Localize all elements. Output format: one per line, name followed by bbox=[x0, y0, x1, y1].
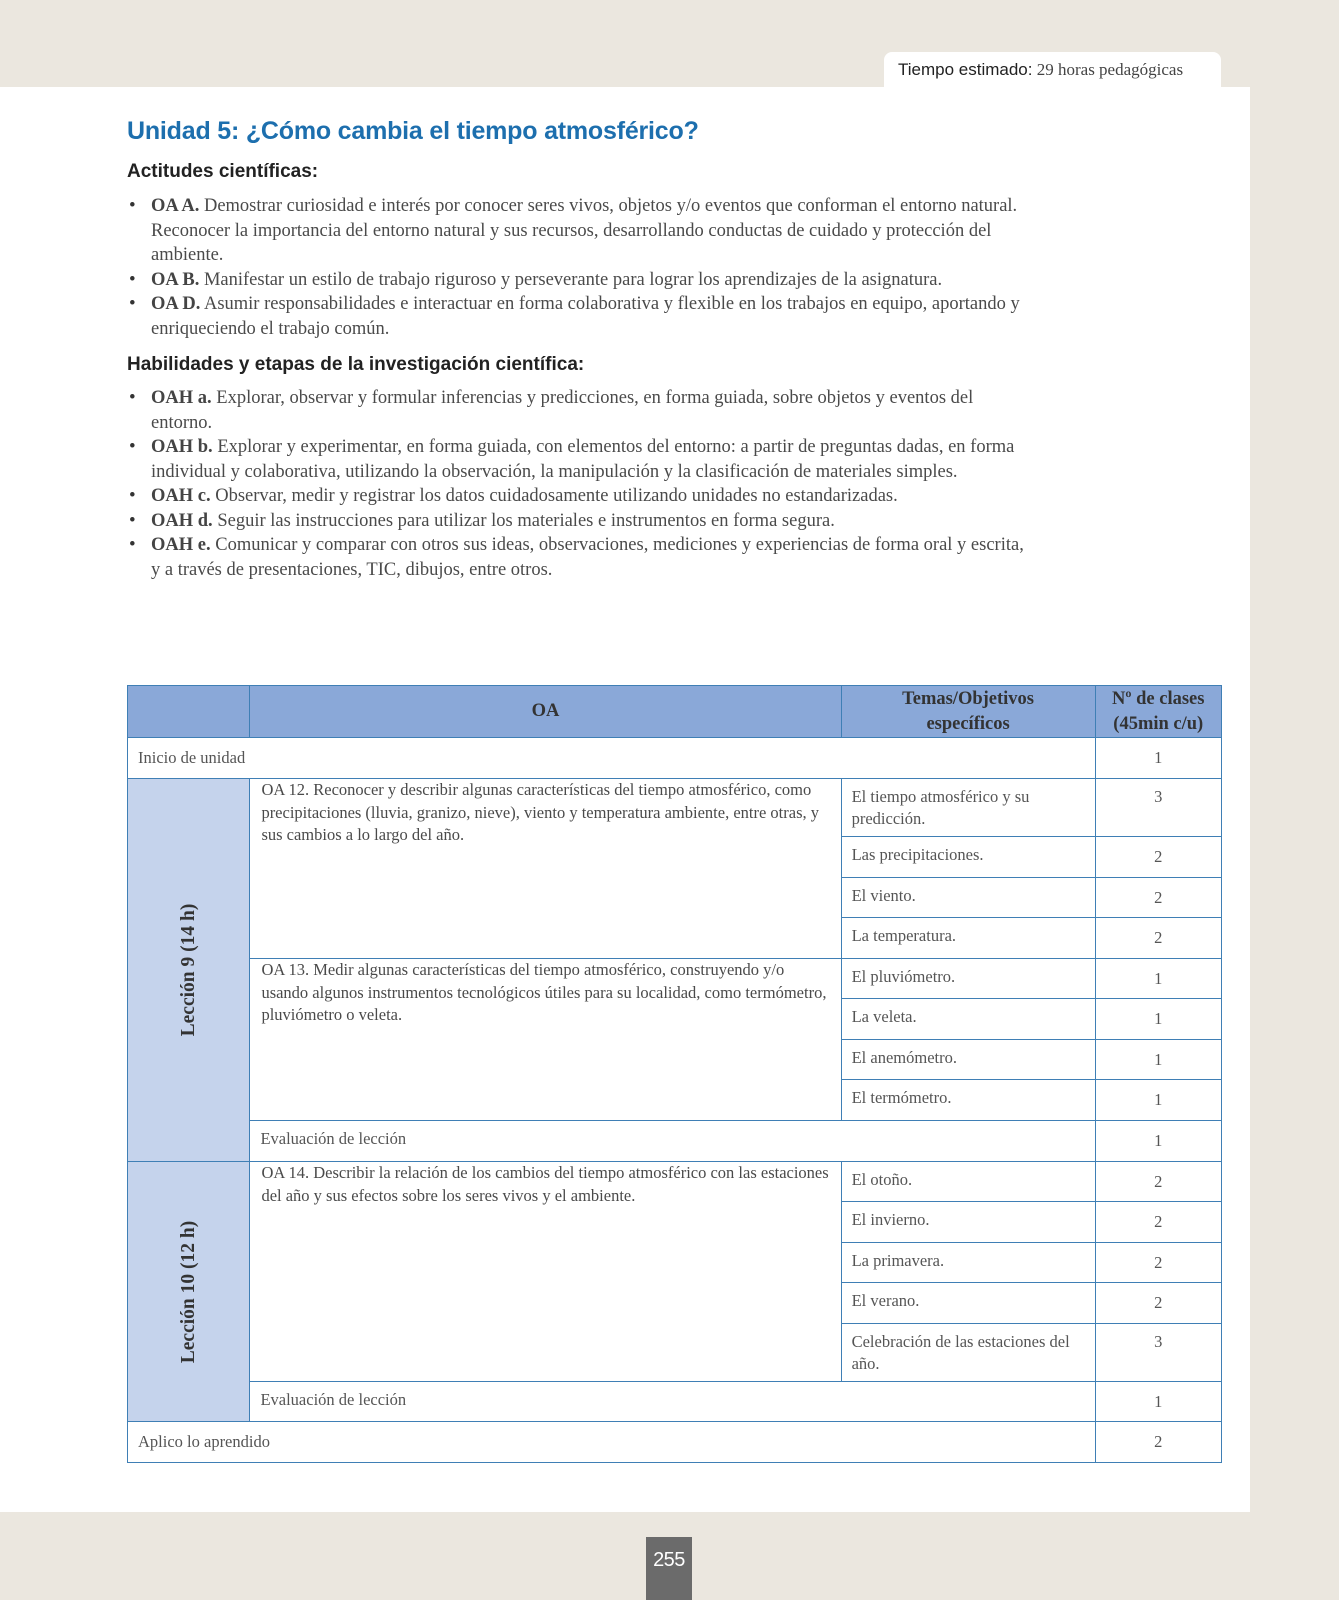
classes-count: 1 bbox=[1154, 1131, 1163, 1150]
time-estimate-label: Tiempo estimado: bbox=[898, 60, 1033, 79]
skills-heading: Habilidades y etapas de la investigación científica: bbox=[127, 354, 585, 375]
item-code: OA D. bbox=[151, 294, 201, 314]
time-estimate-tab bbox=[884, 52, 1221, 88]
item-code: OAH c. bbox=[151, 486, 211, 506]
oa14-cell bbox=[250, 1162, 841, 1382]
item-code: OAH b. bbox=[151, 437, 213, 457]
table-row bbox=[128, 1121, 1222, 1162]
topic: El tiempo atmosférico y su predicción. bbox=[851, 787, 1030, 828]
item-text: Manifestar un estilo de trabajo riguroso y perseverante para lograr los aprendizajes de la asignatura. bbox=[203, 269, 943, 290]
classes-count: 2 bbox=[1154, 847, 1163, 866]
time-estimate-value: 29 horas pedagógicas bbox=[1036, 60, 1184, 79]
item-code: OA B. bbox=[151, 269, 200, 290]
list-item bbox=[127, 194, 1027, 268]
end-label: Aplico lo aprendido bbox=[138, 1432, 270, 1451]
list-item bbox=[127, 386, 1027, 435]
header-classes: Nº de clases (45min c/u) bbox=[1095, 686, 1221, 738]
topic: La primavera. bbox=[851, 1251, 945, 1270]
topic: El viento. bbox=[851, 886, 916, 905]
topic: El termómetro. bbox=[851, 1088, 952, 1107]
topic: El otoño. bbox=[851, 1170, 913, 1189]
item-code: OAH d. bbox=[151, 510, 213, 531]
table-row bbox=[128, 738, 1222, 779]
attitudes-list bbox=[127, 194, 1027, 341]
classes-count: 1 bbox=[1154, 748, 1163, 767]
topic: La veleta. bbox=[851, 1007, 917, 1026]
classes-count: 2 bbox=[1154, 1212, 1163, 1231]
table-header-row bbox=[128, 686, 1222, 738]
unit-plan-table bbox=[127, 685, 1222, 1463]
topic: Celebración de las estaciones del año. bbox=[851, 1332, 1070, 1373]
classes-count: 1 bbox=[1154, 1050, 1163, 1069]
table-row bbox=[128, 779, 1222, 837]
unit-title: Unidad 5: ¿Cómo cambia el tiempo atmosférico? bbox=[127, 117, 699, 145]
lesson-9-cell bbox=[128, 779, 250, 1162]
topic: Las precipitaciones. bbox=[851, 845, 984, 864]
item-text: Asumir responsabilidades e interactuar en forma colaborativa y flexible en los trabajos en equipo, aportando y enriqueciendo el trabajo común. bbox=[151, 294, 1020, 339]
page-number: 255 bbox=[646, 1537, 692, 1600]
classes-count: 2 bbox=[1154, 1293, 1163, 1312]
classes-count: 1 bbox=[1154, 1392, 1163, 1411]
oa13-cell bbox=[250, 959, 841, 1121]
oa13-text: OA 13. Medir algunas características del tiempo atmosférico, construyendo y/o usando algunos instrumentos tecnológicos útiles para su localidad, como termómetro, pluviómetro o veleta. bbox=[261, 960, 827, 1024]
item-code: OA A. bbox=[151, 196, 200, 216]
oa12-cell bbox=[250, 779, 841, 959]
item-code: OAH e. bbox=[151, 535, 211, 555]
list-item bbox=[127, 533, 1027, 582]
list-item bbox=[127, 509, 1027, 534]
table-row bbox=[128, 1162, 1222, 1202]
item-text: Seguir las instrucciones para utilizar los materiales e instrumentos en forma segura. bbox=[217, 510, 835, 531]
item-text: Demostrar curiosidad e interés por conocer seres vivos, objetos y/o eventos que conforman el entorno natural. Reconocer la importancia del entorno natural y sus recursos, desarrollando conductas de cuidado y protección del ambiente. bbox=[151, 196, 1018, 265]
header-oa: OA bbox=[250, 686, 841, 738]
skills-list bbox=[127, 386, 1027, 582]
topic: El anemómetro. bbox=[851, 1048, 957, 1067]
oa14-text: OA 14. Describir la relación de los cambios del tiempo atmosférico con las estaciones del año y sus efectos sobre los seres vivos y el ambiente. bbox=[261, 1163, 829, 1205]
header-topics: Temas/Objetivos específicos bbox=[841, 686, 1095, 738]
list-item bbox=[127, 292, 1027, 341]
list-item bbox=[127, 268, 1027, 293]
list-item bbox=[127, 435, 1027, 484]
lesson-9-label: Lección 9 (14 h) bbox=[177, 903, 199, 1037]
item-code: OAH a. bbox=[151, 388, 212, 408]
table-row bbox=[128, 1382, 1222, 1422]
item-text: Explorar, observar y formular inferencias y predicciones, en forma guiada, sobre objetos y eventos del entorno. bbox=[151, 388, 974, 433]
table-row bbox=[128, 1422, 1222, 1463]
classes-count: 1 bbox=[1154, 969, 1163, 988]
classes-count: 2 bbox=[1154, 928, 1163, 947]
lesson-10-cell bbox=[128, 1162, 250, 1422]
classes-count: 2 bbox=[1154, 888, 1163, 907]
topic: El invierno. bbox=[851, 1210, 930, 1229]
topic: El pluviómetro. bbox=[851, 967, 956, 986]
classes-count: 1 bbox=[1154, 1090, 1163, 1109]
header-empty-cell bbox=[128, 686, 250, 738]
evaluation-label: Evaluación de lección bbox=[260, 1129, 407, 1148]
attitudes-heading: Actitudes científicas: bbox=[127, 161, 319, 182]
item-text: Explorar y experimentar, en forma guiada, con elementos del entorno: a partir de preguntas dadas, en forma individual y colaborativa, utilizando la observación, la manipulación y la clasificación de materiales simples. bbox=[151, 437, 1015, 482]
topic: El verano. bbox=[851, 1291, 920, 1310]
evaluation-label: Evaluación de lección bbox=[260, 1390, 407, 1409]
classes-count: 2 bbox=[1154, 1432, 1163, 1451]
item-text: Comunicar y comparar con otros sus ideas, observaciones, mediciones y experiencias de forma oral y escrita, y a través de presentaciones, TIC, dibujos, entre otros. bbox=[151, 535, 1024, 580]
list-item bbox=[127, 484, 1027, 509]
classes-count: 3 bbox=[1154, 787, 1163, 806]
topic: La temperatura. bbox=[851, 926, 957, 945]
classes-count: 1 bbox=[1154, 1009, 1163, 1028]
classes-count: 2 bbox=[1154, 1253, 1163, 1272]
table-row bbox=[128, 959, 1222, 999]
classes-count: 3 bbox=[1154, 1332, 1163, 1351]
classes-count: 2 bbox=[1154, 1172, 1163, 1191]
lesson-10-label: Lección 10 (12 h) bbox=[177, 1220, 199, 1363]
start-label: Inicio de unidad bbox=[138, 748, 246, 767]
oa12-text: OA 12. Reconocer y describir algunas características del tiempo atmosférico, como precipitaciones (lluvia, granizo, nieve), viento y temperatura ambiente, entre otras, y sus cambios a lo largo del año. bbox=[261, 780, 820, 844]
item-text: Observar, medir y registrar los datos cuidadosamente utilizando unidades no estandarizadas. bbox=[215, 486, 898, 506]
